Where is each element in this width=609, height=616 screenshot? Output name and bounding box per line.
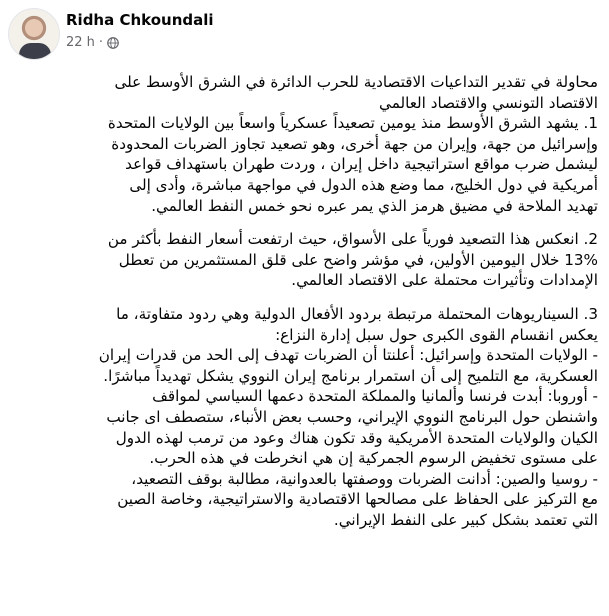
text-line: التي تعتمد بشكل كبير على النفط الإيراني. xyxy=(333,510,598,529)
text-line: واشنطن حول البرنامج النووي الإيراني، وحسب بعض الأنباء، ستصطف اى جانب xyxy=(106,407,598,426)
text-line: يعكس انقسام القوى الكبرى حول سبل إدارة النزاع: xyxy=(275,325,598,344)
text-line: - أوروبا: أبدت فرنسا وألمانيا والمملكة المتحدة دعمها السياسي لمواقف xyxy=(152,387,598,406)
text-line: - الولايات المتحدة وإسرائيل: أعلنتا أن الضربات تهدف إلى الحد من قدرات إيران xyxy=(98,346,598,365)
post-meta xyxy=(66,35,119,50)
paragraph-2 xyxy=(6,229,598,291)
text-line: 3. السيناريوهات المحتملة مرتبطة بردود الأفعال الدولية وهي ردود متفاوتة، ما xyxy=(116,304,598,323)
paragraph-1 xyxy=(6,72,598,216)
text-line: وإسرائيل من جهة، وإيران من جهة أخرى، وهو تصعيد تجاوز الضربات المحدودة xyxy=(111,134,598,153)
text-line: الاقتصاد التونسي والاقتصاد العالمي xyxy=(379,93,598,112)
post-body xyxy=(6,72,598,543)
author-name[interactable]: Ridha Chkoundali xyxy=(66,11,214,29)
text-line: 13% خلال اليومين الأولين، في مؤشر واضح على قلق المستثمرين من تعطل xyxy=(118,250,598,269)
text-line: على مستوى تخفيض الرسوم الجمركية إن هي انخرطت في هذه الحرب. xyxy=(149,449,598,468)
text-line: العسكرية، مع التلميح إلى أن استمرار برنامج إيران النووي يشكل تهديداً مباشرًا. xyxy=(103,366,598,385)
meta-separator: · xyxy=(98,35,104,50)
text-line: مع التركيز على الحفاظ على مصالحها الاقتصادية والاستراتيجية، وخاصة الصين xyxy=(117,490,598,509)
post-header xyxy=(8,8,609,62)
text-line: 1. يشهد الشرق الأوسط منذ يومين تصعيداً عسكرياً واسعاً بين الولايات المتحدة xyxy=(107,114,598,133)
text-line: أمريكية في دول الخليج، مما وضع هذه الدول في مواجهة مباشرة، وأدى إلى xyxy=(129,175,598,194)
text-line: الإمدادات وتأثيرات محتملة على الاقتصاد العالمي. xyxy=(291,271,598,290)
text-line: ليشمل ضرب مواقع استراتيجية داخل إيران ، وردت طهران باستهداف قواعد xyxy=(125,155,598,174)
globe-icon[interactable] xyxy=(107,37,119,49)
post-time[interactable]: 22 h xyxy=(66,35,95,50)
text-line: محاولة في تقدير التداعيات الاقتصادية للحرب الدائرة في الشرق الأوسط على xyxy=(114,73,598,91)
author-avatar[interactable] xyxy=(8,8,60,60)
text-line: تهديد الملاحة في مضيق هرمز الذي يمر عبره نحو خمس النفط العالمي. xyxy=(151,196,598,215)
text-line: - روسيا والصين: أدانت الضربات ووصفتها بالعدوانية، مطالبة بوقف التصعيد، xyxy=(131,469,598,488)
paragraph-3 xyxy=(6,304,598,531)
text-line: الكيان والولايات المتحدة الأمريكية وقد تكون هناك وعود من ترمب لهذه الدول xyxy=(115,428,598,447)
text-line: 2. انعكس هذا التصعيد فورياً على الأسواق، حيث ارتفعت أسعار النفط بأكثر من xyxy=(107,230,598,249)
